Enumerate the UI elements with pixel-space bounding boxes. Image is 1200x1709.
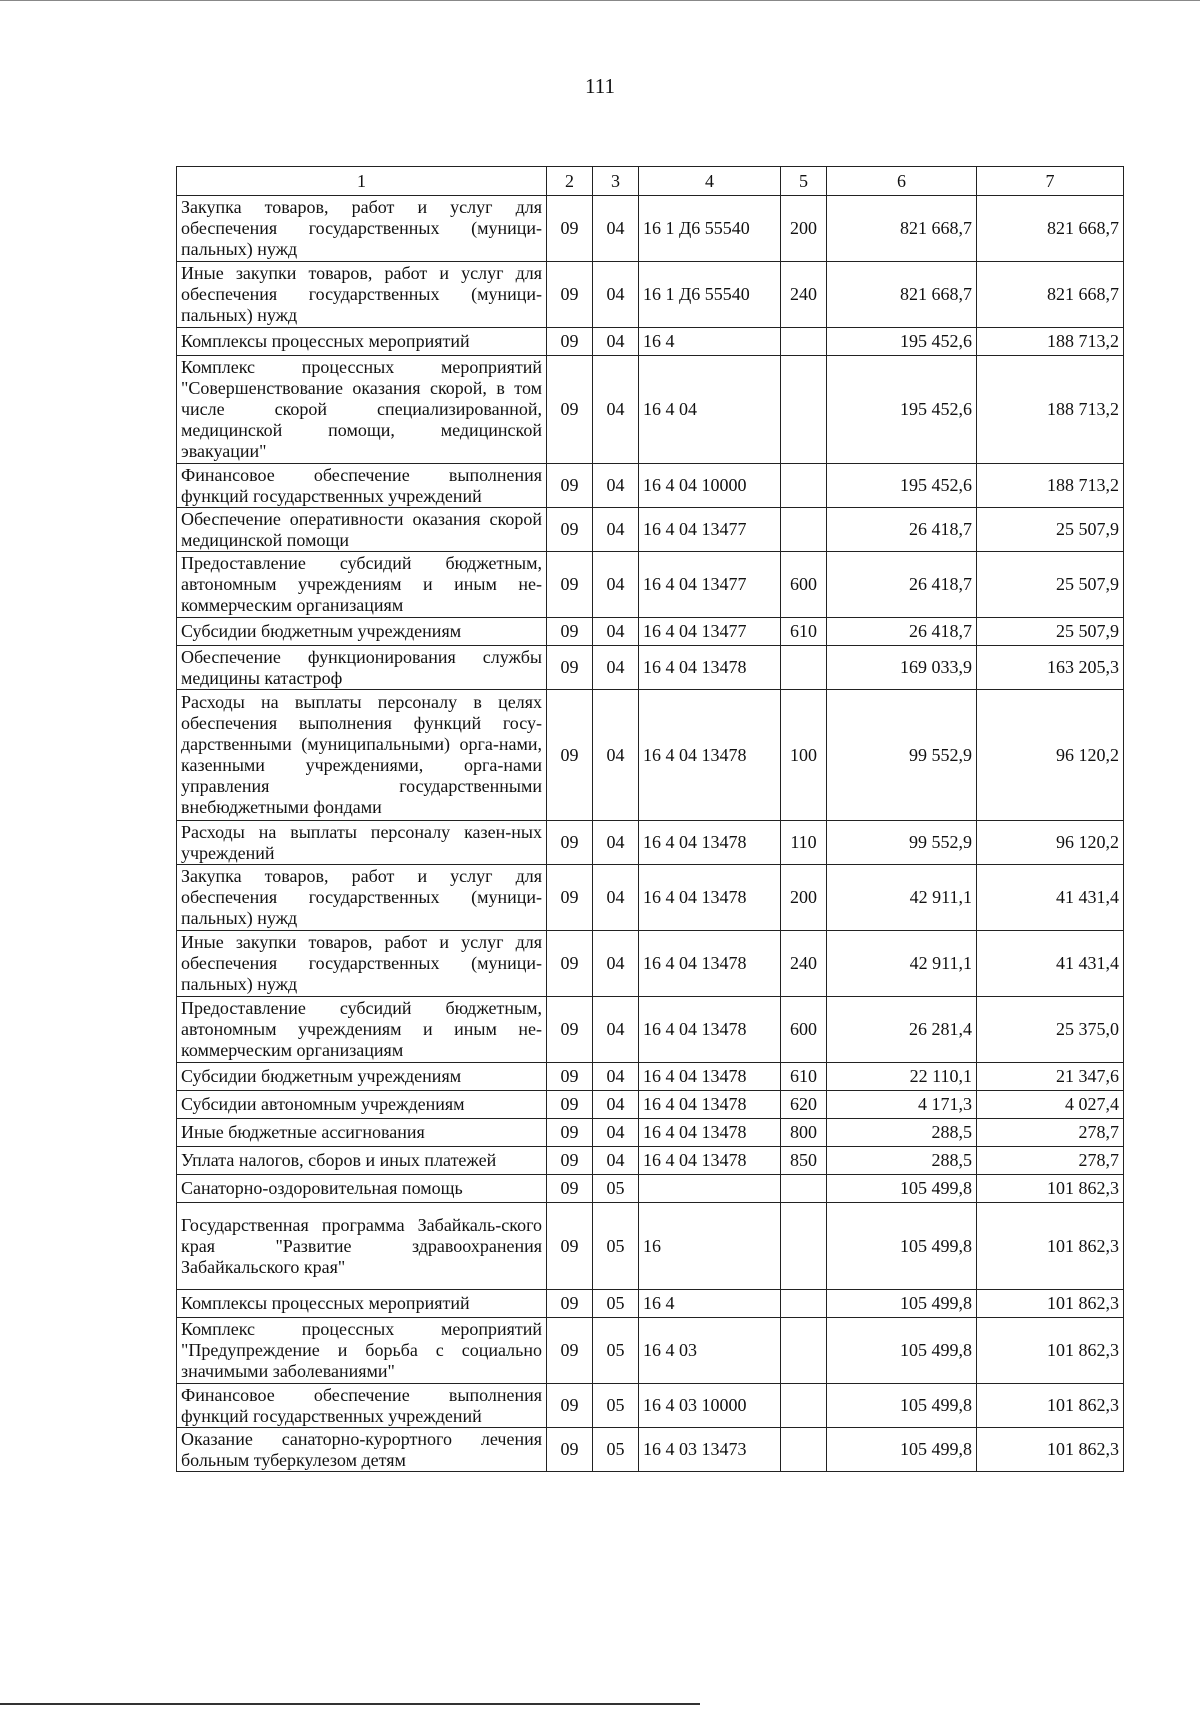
section-code: 09 [547, 1203, 593, 1290]
expense-type-code [781, 1384, 827, 1428]
amount-col-7: 25 507,9 [977, 618, 1124, 646]
expense-type-code: 800 [781, 1119, 827, 1147]
row-description: Комплекс процессных мероприятий "Совершенствование оказания скорой, в том числе скорой специализированной, медицинской помощи, медицинской эвакуации" [177, 356, 547, 464]
amount-col-7: 188 713,2 [977, 356, 1124, 464]
target-article-code: 16 4 03 10000 [639, 1384, 781, 1428]
column-header: 2 [547, 167, 593, 196]
row-description: Оказание санаторно-курортного лечения больным туберкулезом детям [177, 1428, 547, 1472]
expense-type-code: 240 [781, 931, 827, 997]
amount-col-6: 26 281,4 [827, 997, 977, 1063]
page-number: 111 [585, 74, 615, 98]
row-description: Санаторно-оздоровительная помощь [177, 1175, 547, 1203]
subsection-code: 04 [593, 262, 639, 328]
section-code: 09 [547, 552, 593, 618]
row-description: Финансовое обеспечение выполнения функций государственных учреждений [177, 1384, 547, 1428]
target-article-code: 16 1 Д6 55540 [639, 196, 781, 262]
amount-col-7: 25 507,9 [977, 552, 1124, 618]
row-description: Предоставление субсидий бюджетным, автономным учреждениям и иным не-коммерческим организациям [177, 552, 547, 618]
table-row [177, 821, 1124, 865]
page-top-edge [0, 0, 1200, 1]
table-header-row [177, 167, 1124, 196]
amount-col-7: 4 027,4 [977, 1091, 1124, 1119]
section-code: 09 [547, 618, 593, 646]
target-article-code [639, 1175, 781, 1203]
expense-type-code: 100 [781, 690, 827, 821]
row-description: Расходы на выплаты персоналу в целях обеспечения выполнения функций госу-дарственными (муниципальными) орга-нами, казенными учреждениями, орга-нами управления государственными внебюджетными фондами [177, 690, 547, 821]
expense-type-code: 200 [781, 196, 827, 262]
amount-col-7: 101 862,3 [977, 1175, 1124, 1203]
amount-col-7: 96 120,2 [977, 690, 1124, 821]
row-description: Комплексы процессных мероприятий [177, 328, 547, 356]
target-article-code: 16 4 04 13478 [639, 931, 781, 997]
section-code: 09 [547, 646, 593, 690]
amount-col-7: 188 713,2 [977, 328, 1124, 356]
amount-col-7: 101 862,3 [977, 1318, 1124, 1384]
amount-col-6: 105 499,8 [827, 1384, 977, 1428]
target-article-code: 16 4 04 13478 [639, 821, 781, 865]
expense-type-code: 610 [781, 618, 827, 646]
section-code: 09 [547, 1428, 593, 1472]
expense-type-code [781, 508, 827, 552]
row-description: Субсидии бюджетным учреждениям [177, 1063, 547, 1091]
subsection-code: 04 [593, 865, 639, 931]
expense-type-code: 620 [781, 1091, 827, 1119]
row-description: Закупка товаров, работ и услуг для обеспечения государственных (муници-пальных) нужд [177, 196, 547, 262]
amount-col-7: 101 862,3 [977, 1384, 1124, 1428]
subsection-code: 04 [593, 196, 639, 262]
row-description: Иные закупки товаров, работ и услуг для обеспечения государственных (муници-пальных) нужд [177, 931, 547, 997]
amount-col-7: 163 205,3 [977, 646, 1124, 690]
section-code: 09 [547, 1091, 593, 1119]
subsection-code: 05 [593, 1318, 639, 1384]
expense-type-code [781, 1203, 827, 1290]
amount-col-7: 188 713,2 [977, 464, 1124, 508]
expense-type-code [781, 1290, 827, 1318]
budget-table [176, 166, 1124, 1472]
subsection-code: 04 [593, 1063, 639, 1091]
target-article-code: 16 [639, 1203, 781, 1290]
table-row [177, 1428, 1124, 1472]
target-article-code: 16 4 04 13478 [639, 1063, 781, 1091]
section-code: 09 [547, 1290, 593, 1318]
column-header: 3 [593, 167, 639, 196]
table-body [177, 196, 1124, 1472]
section-code: 09 [547, 1147, 593, 1175]
amount-col-6: 288,5 [827, 1119, 977, 1147]
amount-col-7: 96 120,2 [977, 821, 1124, 865]
amount-col-7: 41 431,4 [977, 931, 1124, 997]
amount-col-6: 105 499,8 [827, 1290, 977, 1318]
subsection-code: 04 [593, 931, 639, 997]
row-description: Субсидии автономным учреждениям [177, 1091, 547, 1119]
amount-col-6: 22 110,1 [827, 1063, 977, 1091]
table-row [177, 464, 1124, 508]
amount-col-6: 195 452,6 [827, 328, 977, 356]
subsection-code: 04 [593, 1091, 639, 1119]
section-code: 09 [547, 464, 593, 508]
amount-col-6: 821 668,7 [827, 262, 977, 328]
row-description: Уплата налогов, сборов и иных платежей [177, 1147, 547, 1175]
target-article-code: 16 4 04 10000 [639, 464, 781, 508]
amount-col-7: 25 375,0 [977, 997, 1124, 1063]
amount-col-7: 821 668,7 [977, 196, 1124, 262]
amount-col-7: 101 862,3 [977, 1203, 1124, 1290]
amount-col-6: 105 499,8 [827, 1203, 977, 1290]
amount-col-7: 21 347,6 [977, 1063, 1124, 1091]
row-description: Финансовое обеспечение выполнения функций государственных учреждений [177, 464, 547, 508]
subsection-code: 05 [593, 1290, 639, 1318]
expense-type-code: 610 [781, 1063, 827, 1091]
table-row [177, 1290, 1124, 1318]
target-article-code: 16 4 04 13478 [639, 1147, 781, 1175]
target-article-code: 16 4 04 13478 [639, 1119, 781, 1147]
row-description: Обеспечение оперативности оказания скорой медицинской помощи [177, 508, 547, 552]
expense-type-code: 850 [781, 1147, 827, 1175]
row-description: Субсидии бюджетным учреждениям [177, 618, 547, 646]
section-code: 09 [547, 356, 593, 464]
amount-col-7: 101 862,3 [977, 1428, 1124, 1472]
section-code: 09 [547, 328, 593, 356]
section-code: 09 [547, 865, 593, 931]
table-row [177, 262, 1124, 328]
table-row [177, 690, 1124, 821]
table-row [177, 508, 1124, 552]
target-article-code: 16 4 04 [639, 356, 781, 464]
target-article-code: 16 4 04 13478 [639, 865, 781, 931]
column-header: 4 [639, 167, 781, 196]
table-row [177, 552, 1124, 618]
expense-type-code [781, 356, 827, 464]
target-article-code: 16 4 04 13478 [639, 646, 781, 690]
section-code: 09 [547, 821, 593, 865]
amount-col-6: 195 452,6 [827, 464, 977, 508]
amount-col-6: 42 911,1 [827, 931, 977, 997]
amount-col-6: 195 452,6 [827, 356, 977, 464]
table-row [177, 196, 1124, 262]
amount-col-6: 26 418,7 [827, 508, 977, 552]
section-code: 09 [547, 1384, 593, 1428]
amount-col-6: 26 418,7 [827, 618, 977, 646]
subsection-code: 04 [593, 1119, 639, 1147]
table-row [177, 1119, 1124, 1147]
amount-col-6: 26 418,7 [827, 552, 977, 618]
expense-type-code: 600 [781, 552, 827, 618]
table-row [177, 931, 1124, 997]
expense-type-code [781, 1428, 827, 1472]
section-code: 09 [547, 1318, 593, 1384]
column-header: 1 [177, 167, 547, 196]
row-description: Комплексы процессных мероприятий [177, 1290, 547, 1318]
table-row [177, 1175, 1124, 1203]
target-article-code: 16 4 [639, 328, 781, 356]
amount-col-7: 278,7 [977, 1147, 1124, 1175]
section-code: 09 [547, 931, 593, 997]
subsection-code: 04 [593, 464, 639, 508]
amount-col-6: 105 499,8 [827, 1175, 977, 1203]
subsection-code: 05 [593, 1384, 639, 1428]
table-row [177, 997, 1124, 1063]
amount-col-7: 101 862,3 [977, 1290, 1124, 1318]
section-code: 09 [547, 508, 593, 552]
table-row [177, 1203, 1124, 1290]
table-row [177, 618, 1124, 646]
amount-col-7: 821 668,7 [977, 262, 1124, 328]
section-code: 09 [547, 196, 593, 262]
subsection-code: 04 [593, 552, 639, 618]
expense-type-code [781, 464, 827, 508]
subsection-code: 05 [593, 1203, 639, 1290]
table-row [177, 356, 1124, 464]
section-code: 09 [547, 262, 593, 328]
row-description: Предоставление субсидий бюджетным, автономным учреждениям и иным не-коммерческим организациям [177, 997, 547, 1063]
target-article-code: 16 1 Д6 55540 [639, 262, 781, 328]
target-article-code: 16 4 04 13477 [639, 552, 781, 618]
amount-col-6: 42 911,1 [827, 865, 977, 931]
expense-type-code: 600 [781, 997, 827, 1063]
row-description: Государственная программа Забайкаль-ского края "Развитие здравоохранения Забайкальского края" [177, 1203, 547, 1290]
expense-type-code [781, 646, 827, 690]
row-description: Закупка товаров, работ и услуг для обеспечения государственных (муници-пальных) нужд [177, 865, 547, 931]
table-row [177, 646, 1124, 690]
table-row [177, 865, 1124, 931]
amount-col-6: 105 499,8 [827, 1428, 977, 1472]
table-row [177, 328, 1124, 356]
section-code: 09 [547, 1063, 593, 1091]
column-header: 6 [827, 167, 977, 196]
column-header: 5 [781, 167, 827, 196]
section-code: 09 [547, 1119, 593, 1147]
subsection-code: 04 [593, 646, 639, 690]
row-description: Обеспечение функционирования службы медицины катастроф [177, 646, 547, 690]
subsection-code: 04 [593, 356, 639, 464]
target-article-code: 16 4 04 13478 [639, 690, 781, 821]
table-row [177, 1384, 1124, 1428]
section-code: 09 [547, 1175, 593, 1203]
table-row [177, 1091, 1124, 1119]
expense-type-code [781, 1175, 827, 1203]
amount-col-7: 278,7 [977, 1119, 1124, 1147]
column-header: 7 [977, 167, 1124, 196]
subsection-code: 04 [593, 690, 639, 821]
expense-type-code: 240 [781, 262, 827, 328]
amount-col-6: 169 033,9 [827, 646, 977, 690]
subsection-code: 05 [593, 1428, 639, 1472]
subsection-code: 05 [593, 1175, 639, 1203]
expense-type-code: 200 [781, 865, 827, 931]
section-code: 09 [547, 997, 593, 1063]
amount-col-6: 288,5 [827, 1147, 977, 1175]
table-row [177, 1318, 1124, 1384]
target-article-code: 16 4 04 13477 [639, 508, 781, 552]
row-description: Иные закупки товаров, работ и услуг для обеспечения государственных (муници-пальных) нужд [177, 262, 547, 328]
row-description: Иные бюджетные ассигнования [177, 1119, 547, 1147]
subsection-code: 04 [593, 618, 639, 646]
table-row [177, 1063, 1124, 1091]
amount-col-6: 105 499,8 [827, 1318, 977, 1384]
expense-type-code [781, 1318, 827, 1384]
page-bottom-edge [0, 1703, 700, 1705]
subsection-code: 04 [593, 821, 639, 865]
amount-col-7: 41 431,4 [977, 865, 1124, 931]
subsection-code: 04 [593, 328, 639, 356]
target-article-code: 16 4 04 13478 [639, 1091, 781, 1119]
target-article-code: 16 4 03 [639, 1318, 781, 1384]
amount-col-7: 25 507,9 [977, 508, 1124, 552]
amount-col-6: 99 552,9 [827, 821, 977, 865]
row-description: Расходы на выплаты персоналу казен-ных учреждений [177, 821, 547, 865]
section-code: 09 [547, 690, 593, 821]
target-article-code: 16 4 03 13473 [639, 1428, 781, 1472]
subsection-code: 04 [593, 1147, 639, 1175]
target-article-code: 16 4 [639, 1290, 781, 1318]
amount-col-6: 99 552,9 [827, 690, 977, 821]
row-description: Комплекс процессных мероприятий "Предупреждение и борьба с социально значимыми заболеваниями" [177, 1318, 547, 1384]
target-article-code: 16 4 04 13478 [639, 997, 781, 1063]
expense-type-code [781, 328, 827, 356]
table-row [177, 1147, 1124, 1175]
expense-type-code: 110 [781, 821, 827, 865]
amount-col-6: 821 668,7 [827, 196, 977, 262]
subsection-code: 04 [593, 508, 639, 552]
target-article-code: 16 4 04 13477 [639, 618, 781, 646]
amount-col-6: 4 171,3 [827, 1091, 977, 1119]
subsection-code: 04 [593, 997, 639, 1063]
